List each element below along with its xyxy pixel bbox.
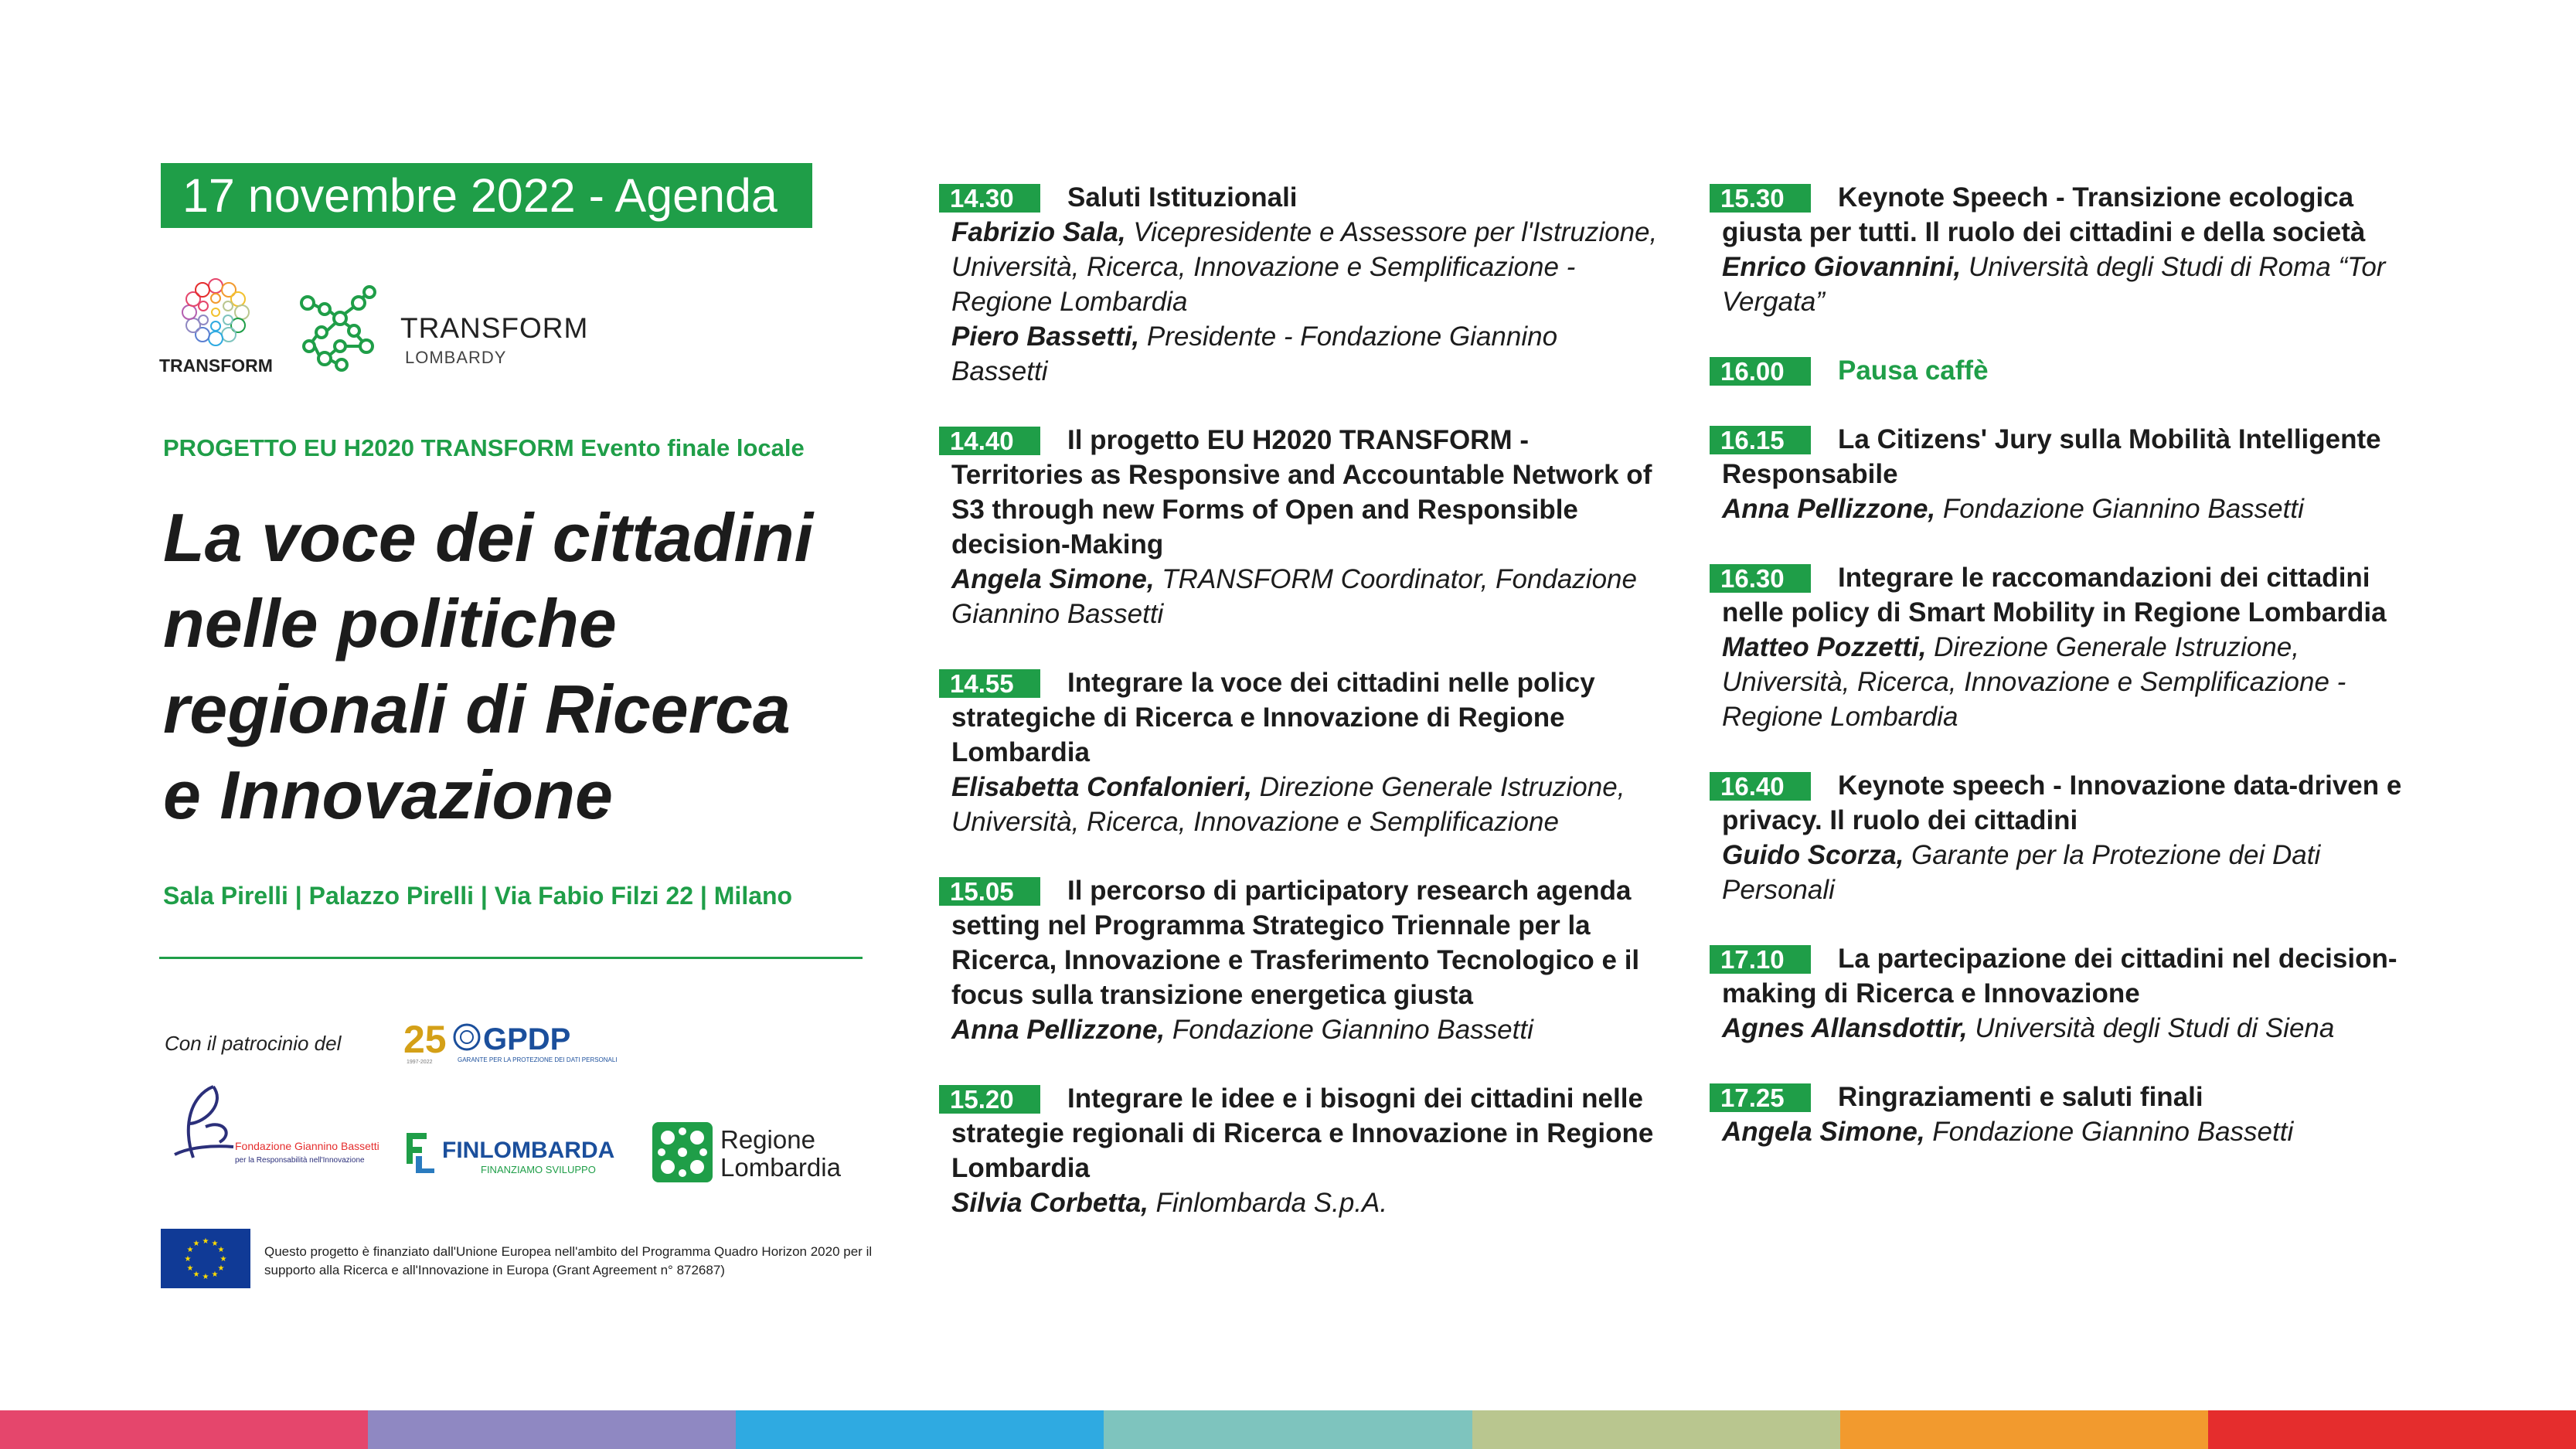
- agenda-item-text: [939, 665, 1658, 839]
- speaker-name: Elisabetta Confalonieri,: [951, 772, 1252, 802]
- svg-text:★: ★: [219, 1255, 227, 1264]
- fgb-name: Fondazione Giannino Bassetti: [235, 1140, 379, 1152]
- finlombarda-name: FINLOMBARDA: [442, 1138, 615, 1163]
- speaker-name: Matteo Pozzetti,: [1722, 632, 1927, 662]
- transform-lombardy-subtitle: LOMBARDY: [405, 348, 507, 367]
- color-stripe-segment: [736, 1410, 1104, 1449]
- transform-logo-label: TRANSFORM: [159, 355, 273, 376]
- speaker-name: Guido Scorza,: [1722, 840, 1904, 870]
- speaker-name: Anna Pellizzone,: [951, 1015, 1165, 1045]
- agenda-item-title: Il percorso di participatory research agenda setting nel Programma Strategico Triennale per la Ricerca, Innovazione e Trasferimento Tecnologico e il focus sulla transizione energetica giusta: [951, 876, 1640, 1010]
- main-title: [163, 495, 859, 838]
- time-badge: 15.30: [1710, 184, 1811, 213]
- svg-text:★: ★: [192, 1240, 200, 1248]
- time-badge: 16.15: [1710, 426, 1811, 454]
- agenda-speaker: [1722, 250, 2428, 319]
- main-title-line: e Innovazione: [163, 757, 613, 833]
- color-stripe-segment: [1104, 1410, 1472, 1449]
- fondazione-bassetti-logo: [159, 1080, 383, 1173]
- regione-line1: Regione: [720, 1125, 815, 1154]
- color-stripe-segment: [1840, 1410, 2208, 1449]
- agenda-item-text: [1710, 1080, 2428, 1149]
- time-badge: 14.30: [939, 184, 1040, 213]
- color-stripe-segment: [368, 1410, 736, 1449]
- svg-text:★: ★: [217, 1264, 225, 1273]
- time-badge: 15.20: [939, 1085, 1040, 1114]
- divider: [159, 957, 863, 959]
- speaker-role: Garante per la Protezione dei Dati Personali: [1722, 840, 2321, 905]
- transform-lombardy-title: TRANSFORM: [400, 312, 589, 344]
- agenda-item: [1710, 180, 2428, 319]
- speaker-role: Finlombarda S.p.A.: [1148, 1188, 1388, 1218]
- agenda-speaker: [951, 562, 1658, 631]
- agenda-speaker: [1722, 630, 2428, 734]
- speaker-name: Enrico Giovannini,: [1722, 252, 1962, 282]
- agenda-item-text: [1710, 560, 2428, 734]
- agenda-item: [1710, 353, 2428, 388]
- color-stripe-segment: [0, 1410, 368, 1449]
- transform-lombardy-logo: [294, 283, 587, 376]
- speaker-role: Presidente - Fondazione Giannino Bassetti: [951, 321, 1558, 386]
- speaker-name: Angela Simone,: [1722, 1117, 1925, 1147]
- agenda-column-right: [1710, 180, 2428, 1183]
- gpdp-text: GPDP: [483, 1022, 571, 1056]
- patronage-label: Con il patrocinio del: [165, 1032, 342, 1055]
- agenda-item: [939, 873, 1658, 1047]
- agenda-item-title: Ringraziamenti e saluti finali: [1838, 1082, 2203, 1112]
- agenda-item: [1710, 941, 2428, 1046]
- main-title-line: nelle politiche: [163, 585, 617, 662]
- svg-text:★: ★: [186, 1246, 194, 1254]
- speaker-name: Fabrizio Sala,: [951, 217, 1126, 247]
- speaker-role: TRANSFORM Coordinator, Fondazione Giannino Bassetti: [951, 564, 1637, 629]
- svg-text:★: ★: [202, 1237, 209, 1246]
- main-title-line: regionali di Ricerca: [163, 671, 791, 747]
- speaker-role: Fondazione Giannino Bassetti: [1935, 494, 2304, 524]
- agenda-item-text: [1710, 941, 2428, 1046]
- agenda-item-title: Pausa caffè: [1838, 355, 1989, 386]
- venue-line: Sala Pirelli | Palazzo Pirelli | Via Fabio Filzi 22 | Milano: [163, 882, 793, 910]
- agenda-item-text: [939, 180, 1658, 389]
- agenda-speaker: [951, 770, 1658, 839]
- svg-text:★: ★: [184, 1255, 192, 1264]
- speaker-role: Vicepresidente e Assessore per l'Istruzione, Università, Ricerca, Innovazione e Semplificazione - Regione Lombardia: [951, 217, 1658, 317]
- time-badge: 17.10: [1710, 945, 1811, 974]
- agenda-item-title: Integrare le idee e i bisogni dei cittadini nelle strategie regionali di Ricerca e Innovazione in Regione Lombardia: [951, 1083, 1654, 1183]
- eu-funding-notice: Questo progetto è finanziato dall'Unione Europea nell'ambito del Programma Quadro Horizon 2020 per il supporto alla Ricerca e all'Innovazione in Europa (Grant Agreement n° 872687): [264, 1244, 873, 1277]
- speaker-role: Fondazione Giannino Bassetti: [1924, 1117, 2294, 1147]
- fgb-subtitle: per la Responsabilità nell'Innovazione: [235, 1156, 365, 1165]
- transform-flower-icon: [159, 275, 272, 355]
- agenda-item-title: La Citizens' Jury sulla Mobilità Intelligente Responsabile: [1722, 424, 2381, 489]
- agenda-item: [1710, 560, 2428, 734]
- agenda-item: [939, 180, 1658, 389]
- agenda-speaker: [951, 1185, 1658, 1220]
- transform-logo: [159, 275, 272, 376]
- speaker-name: Piero Bassetti,: [951, 321, 1140, 352]
- agenda-item: [1710, 768, 2428, 907]
- svg-text:★: ★: [211, 1270, 219, 1279]
- time-badge: 16.40: [1710, 772, 1811, 801]
- agenda-date-banner: 17 novembre 2022 - Agenda: [161, 163, 812, 228]
- agenda-speaker: [951, 319, 1658, 389]
- svg-text:★: ★: [211, 1240, 219, 1248]
- speaker-role: Università degli Studi di Roma “Tor Vergata”: [1722, 252, 2386, 317]
- project-line: PROGETTO EU H2020 TRANSFORM Evento finale locale: [163, 434, 805, 461]
- agenda-item-text: [1710, 422, 2428, 526]
- agenda-speaker: [951, 1012, 1658, 1047]
- agenda-item-title: Integrare le raccomandazioni dei cittadini nelle policy di Smart Mobility in Regione Lombardia: [1722, 563, 2387, 628]
- main-title-line: La voce dei cittadini: [163, 499, 814, 576]
- svg-text:★: ★: [202, 1273, 209, 1281]
- time-badge: 14.40: [939, 427, 1040, 455]
- agenda-speaker: [1722, 838, 2428, 907]
- color-stripe-segment: [1472, 1410, 1840, 1449]
- agenda-item: [939, 665, 1658, 839]
- gpdp-logo: [403, 1019, 628, 1066]
- agenda-speaker: [1722, 1114, 2428, 1149]
- agenda-speaker: [1722, 492, 2428, 526]
- finlombarda-subtitle: FINANZIAMO SVILUPPO: [481, 1164, 596, 1175]
- svg-text:★: ★: [186, 1264, 194, 1273]
- gpdp-years: 25: [403, 1019, 447, 1061]
- agenda-item-text: [1710, 180, 2428, 319]
- agenda-speaker: [1722, 1011, 2428, 1046]
- time-badge: 17.25: [1710, 1083, 1811, 1112]
- speaker-role: Direzione Generale Istruzione, Università, Ricerca, Innovazione e Semplificazione - Regione Lombardia: [1722, 632, 2346, 732]
- agenda-item: [1710, 422, 2428, 526]
- speaker-name: Anna Pellizzone,: [1722, 494, 1936, 524]
- agenda-item-title: Keynote speech - Innovazione data-driven e privacy. Il ruolo dei cittadini: [1722, 770, 2402, 835]
- eu-flag-icon: [161, 1229, 250, 1288]
- svg-text:★: ★: [192, 1270, 200, 1279]
- agenda-item-text: [939, 423, 1658, 631]
- speaker-role: Direzione Generale Istruzione, Università, Ricerca, Innovazione e Semplificazione: [951, 772, 1625, 837]
- agenda-speaker: [951, 215, 1658, 319]
- gpdp-years-range: 1997-2022: [407, 1060, 433, 1065]
- agenda-column-left: [939, 180, 1658, 1254]
- speaker-role: Fondazione Giannino Bassetti: [1165, 1015, 1533, 1045]
- color-stripe-segment: [2208, 1410, 2576, 1449]
- regione-lombardia-logo: [651, 1121, 867, 1184]
- agenda-item-title: Il progetto EU H2020 TRANSFORM - Territories as Responsive and Accountable Network of S3 through new Forms of Open and Responsible decision-Making: [951, 425, 1652, 560]
- time-badge: 14.55: [939, 669, 1040, 698]
- agenda-item-text: [1710, 768, 2428, 907]
- regione-line2: Lombardia: [720, 1153, 841, 1182]
- time-badge: 15.05: [939, 877, 1040, 906]
- agenda-item-title: Keynote Speech - Transizione ecologica giusta per tutti. Il ruolo dei cittadini e della società: [1722, 182, 2366, 247]
- time-badge: 16.30: [1710, 564, 1811, 593]
- agenda-item: [1710, 1080, 2428, 1149]
- speaker-name: Agnes Allansdottir,: [1722, 1013, 1968, 1043]
- transform-lombardy-network-icon: [294, 283, 386, 376]
- gpdp-subtitle: GARANTE PER LA PROTEZIONE DEI DATI PERSONALI: [458, 1056, 618, 1063]
- agenda-item-title: La partecipazione dei cittadini nel decision-making di Ricerca e Innovazione: [1722, 944, 2397, 1009]
- agenda-item-text: [939, 1081, 1658, 1220]
- speaker-name: Angela Simone,: [951, 564, 1155, 594]
- color-stripe: [0, 1410, 2576, 1449]
- speaker-role: Università degli Studi di Siena: [1967, 1013, 2335, 1043]
- agenda-item-title: Saluti Istituzionali: [1067, 182, 1298, 213]
- speaker-name: Silvia Corbetta,: [951, 1188, 1148, 1218]
- svg-text:★: ★: [217, 1246, 225, 1254]
- time-badge: 16.00: [1710, 357, 1811, 386]
- agenda-item: [939, 1081, 1658, 1220]
- agenda-item-text: [939, 873, 1658, 1047]
- agenda-item-title: Integrare la voce dei cittadini nelle policy strategiche di Ricerca e Innovazione di Regione Lombardia: [951, 668, 1595, 767]
- agenda-item: [939, 423, 1658, 631]
- agenda-item-text: [1710, 353, 2428, 388]
- finlombarda-logo: [403, 1130, 628, 1176]
